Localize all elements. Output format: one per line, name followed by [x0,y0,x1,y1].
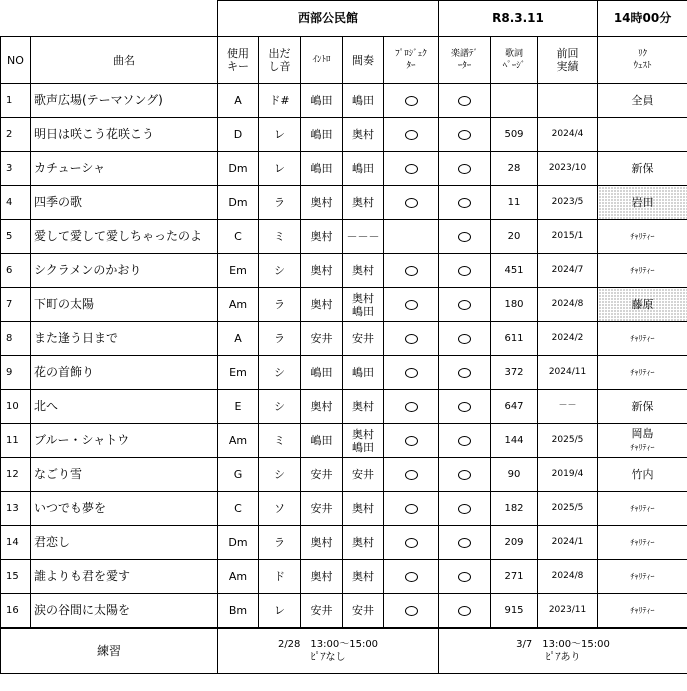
event-date: R8.3.11 [439,1,598,37]
interlude-name: 奥村 [352,128,374,141]
projector-mark [384,390,439,424]
circle-mark-icon [458,538,471,548]
col-intro: ｲﾝﾄﾛ [301,37,343,84]
row-no: 9 [1,356,31,390]
song-key: Em [218,254,259,288]
interlude-name: 奥村 [352,536,374,549]
song-key: D [218,118,259,152]
previous-date [538,84,598,118]
previous-date: 2024/7 [538,254,598,288]
song-key: E [218,390,259,424]
circle-mark-icon [458,198,471,208]
intro-player: 嶋田 [301,356,343,390]
circle-mark-icon [458,334,471,344]
song-title: 歌声広場(テーマソング) [31,84,218,118]
score-data-mark [439,322,491,356]
projector-mark [384,220,439,254]
interlude-player [343,220,384,254]
projector-mark [384,526,439,560]
request-name: 新保 [631,400,654,413]
song-key: Am [218,560,259,594]
row-no: 2 [1,118,31,152]
intro-player: 安井 [301,322,343,356]
col-score-data: 楽譜ﾃﾞ ｰﾀｰ [439,37,491,84]
table-row [1,526,687,560]
score-data-mark [439,424,491,458]
interlude-name: 奥村 [352,196,374,209]
row-no: 10 [1,390,31,424]
table-row [1,152,687,186]
previous-date: 2024/8 [538,560,598,594]
intro-player: 安井 [301,594,343,629]
circle-mark-icon [405,368,418,378]
start-note: ミ [259,424,301,458]
circle-mark-icon [405,470,418,480]
interlude-player [343,84,384,118]
circle-mark-icon [458,266,471,276]
circle-mark-icon [458,470,471,480]
interlude-player [343,322,384,356]
intro-player: 奥村 [301,288,343,322]
intro-player: 奥村 [301,560,343,594]
interlude-player [343,186,384,220]
table-row [1,220,687,254]
projector-mark [384,186,439,220]
request [598,526,687,560]
row-no: 12 [1,458,31,492]
score-data-mark [439,458,491,492]
circle-mark-icon [458,130,471,140]
circle-mark-icon [458,300,471,310]
start-note: シ [259,390,301,424]
interlude-name: 奥村 [352,400,374,413]
lyric-page: 144 [491,424,538,458]
circle-mark-icon [405,402,418,412]
song-key: Am [218,288,259,322]
song-title: 誰よりも君を愛す [31,560,218,594]
circle-mark-icon [405,572,418,582]
intro-player: 嶋田 [301,118,343,152]
interlude-name-2: 嶋田 [352,304,374,318]
start-note: シ [259,254,301,288]
projector-mark [384,356,439,390]
lyric-page: 20 [491,220,538,254]
song-key: A [218,84,259,118]
intro-player: 安井 [301,458,343,492]
interlude-name: －－－ [346,230,380,243]
song-title: ブルー・シャトウ [31,424,218,458]
request-name: ﾁｬﾘﾃｨｰ [630,232,655,241]
row-no: 16 [1,594,31,629]
lyric-page: 372 [491,356,538,390]
interlude-name: 安井 [352,332,374,345]
interlude-player [343,390,384,424]
song-key: C [218,492,259,526]
interlude-name: 奥村 [352,291,374,305]
col-start-note: 出だ し音 [259,37,301,84]
lyric-page: 11 [491,186,538,220]
request-name: 岩田 [631,196,654,209]
request-name: ﾁｬﾘﾃｨｰ [630,504,655,513]
request [598,288,687,322]
start-note: ド# [259,84,301,118]
lyric-page: 28 [491,152,538,186]
request-name: ﾁｬﾘﾃｨｰ [630,368,655,377]
table-row [1,288,687,322]
table-row [1,356,687,390]
request [598,424,687,458]
col-request: ﾘｸ ｳｪｽﾄ [598,37,687,84]
start-note: ラ [259,526,301,560]
interlude-name: 奥村 [352,427,374,441]
song-key: Em [218,356,259,390]
projector-mark [384,152,439,186]
intro-player: 嶋田 [301,84,343,118]
practice-2: 3/7 13:00～15:00 ﾋﾟｱあり [439,628,687,674]
song-title: 君恋し [31,526,218,560]
request [598,390,687,424]
previous-date: 2024/8 [538,288,598,322]
start-note: ソ [259,492,301,526]
lyric-page: 451 [491,254,538,288]
score-data-mark [439,560,491,594]
col-lyric-page: 歌詞 ﾍﾟｰｼﾞ [491,37,538,84]
song-title: 涙の谷間に太陽を [31,594,218,629]
score-data-mark [439,118,491,152]
table-row [1,118,687,152]
score-data-mark [439,594,491,629]
score-data-mark [439,526,491,560]
interlude-name: 嶋田 [352,366,374,379]
request-name: 竹内 [631,468,654,481]
request-name: ﾁｬﾘﾃｨｰ [630,334,655,343]
interlude-name: 安井 [352,468,374,481]
row-no: 1 [1,84,31,118]
song-title: 花の首飾り [31,356,218,390]
previous-date: －－ [538,390,598,424]
request [598,560,687,594]
circle-mark-icon [405,538,418,548]
interlude-player [343,594,384,629]
table-row [1,492,687,526]
circle-mark-icon [405,436,418,446]
interlude-player [343,152,384,186]
request-name: 全員 [631,94,654,107]
circle-mark-icon [405,164,418,174]
table-row [1,424,687,458]
interlude-name: 奥村 [352,570,374,583]
row-no: 13 [1,492,31,526]
circle-mark-icon [405,198,418,208]
request [598,492,687,526]
song-title: 四季の歌 [31,186,218,220]
previous-date: 2019/4 [538,458,598,492]
song-key: Am [218,424,259,458]
col-no: NO [1,37,31,84]
request-name: 新保 [631,162,654,175]
table-row [1,322,687,356]
song-title: また逢う日まで [31,322,218,356]
song-key: Dm [218,186,259,220]
song-title: 愛して愛して愛しちゃったのよ [31,220,218,254]
song-title: 下町の太陽 [31,288,218,322]
interlude-player [343,356,384,390]
projector-mark [384,492,439,526]
interlude-name: 嶋田 [352,94,374,107]
request [598,118,687,152]
start-note: レ [259,118,301,152]
score-data-mark [439,356,491,390]
score-data-mark [439,492,491,526]
practice-label: 練習 [1,628,218,674]
lyric-page: 209 [491,526,538,560]
circle-mark-icon [458,436,471,446]
song-title: シクラメンのかおり [31,254,218,288]
score-data-mark [439,152,491,186]
table-row [1,186,687,220]
table-row [1,594,687,629]
projector-mark [384,424,439,458]
intro-player: 奥村 [301,526,343,560]
intro-player: 安井 [301,492,343,526]
col-interlude: 間奏 [343,37,384,84]
interlude-name: 安井 [352,604,374,617]
song-key: C [218,220,259,254]
circle-mark-icon [405,300,418,310]
table-row [1,560,687,594]
interlude-player [343,424,384,458]
song-key: A [218,322,259,356]
start-note: ド [259,560,301,594]
circle-mark-icon [405,606,418,616]
start-note: シ [259,356,301,390]
intro-player: 奥村 [301,390,343,424]
circle-mark-icon [405,96,418,106]
projector-mark [384,118,439,152]
circle-mark-icon [405,504,418,514]
song-title: カチューシャ [31,152,218,186]
venue: 西部公民館 [218,1,439,37]
request [598,220,687,254]
previous-date: 2024/4 [538,118,598,152]
practice-row [1,628,687,674]
request [598,322,687,356]
row-no: 3 [1,152,31,186]
interlude-player [343,560,384,594]
column-header-row [1,37,687,84]
lyric-page: 611 [491,322,538,356]
circle-mark-icon [405,334,418,344]
request-name: ﾁｬﾘﾃｨｰ [630,606,655,615]
start-note: シ [259,458,301,492]
lyric-page: 915 [491,594,538,629]
intro-player: 奥村 [301,254,343,288]
circle-mark-icon [458,368,471,378]
previous-date: 2025/5 [538,424,598,458]
intro-player: 奥村 [301,220,343,254]
practice-1: 2/28 13:00～15:00 ﾋﾟｱなし [218,628,439,674]
lyric-page: 647 [491,390,538,424]
score-data-mark [439,390,491,424]
col-previous: 前回 実績 [538,37,598,84]
interlude-player [343,526,384,560]
projector-mark [384,458,439,492]
request-name: ﾁｬﾘﾃｨｰ [630,266,655,275]
circle-mark-icon [458,504,471,514]
col-key: 使用 キー [218,37,259,84]
start-note: ラ [259,288,301,322]
score-data-mark [439,254,491,288]
request [598,152,687,186]
table-row [1,390,687,424]
song-title: 北へ [31,390,218,424]
request-name-2: ﾁｬﾘﾃｨｰ [630,443,655,452]
song-key: Dm [218,152,259,186]
lyric-page: 509 [491,118,538,152]
interlude-player [343,492,384,526]
projector-mark [384,560,439,594]
event-time: 14時00分 [598,1,687,37]
intro-player: 嶋田 [301,152,343,186]
score-data-mark [439,220,491,254]
projector-mark [384,594,439,629]
projector-mark [384,84,439,118]
header-row [1,1,687,37]
request [598,356,687,390]
row-no: 6 [1,254,31,288]
song-title: なごり雪 [31,458,218,492]
score-data-mark [439,84,491,118]
start-note: ラ [259,186,301,220]
previous-date: 2015/1 [538,220,598,254]
col-title: 曲名 [31,37,218,84]
score-data-mark [439,288,491,322]
song-key: G [218,458,259,492]
request-name: 藤原 [631,298,654,311]
previous-date: 2024/2 [538,322,598,356]
row-no: 15 [1,560,31,594]
lyric-page: 182 [491,492,538,526]
request [598,254,687,288]
interlude-player [343,254,384,288]
interlude-name: 嶋田 [352,162,374,175]
song-key: Bm [218,594,259,629]
row-no: 14 [1,526,31,560]
previous-date: 2025/5 [538,492,598,526]
projector-mark [384,288,439,322]
projector-mark [384,322,439,356]
row-no: 5 [1,220,31,254]
start-note: ミ [259,220,301,254]
table-row [1,458,687,492]
previous-date: 2023/11 [538,594,598,629]
previous-date: 2024/11 [538,356,598,390]
request [598,458,687,492]
circle-mark-icon [458,572,471,582]
circle-mark-icon [458,164,471,174]
circle-mark-icon [458,96,471,106]
row-no: 8 [1,322,31,356]
circle-mark-icon [458,232,471,242]
request-name: ﾁｬﾘﾃｨｰ [630,538,655,547]
circle-mark-icon [405,266,418,276]
lyric-page: 90 [491,458,538,492]
interlude-player [343,458,384,492]
intro-player: 嶋田 [301,424,343,458]
lyric-page: 271 [491,560,538,594]
table-row [1,84,687,118]
circle-mark-icon [458,606,471,616]
row-no: 7 [1,288,31,322]
interlude-name: 奥村 [352,502,374,515]
interlude-player [343,288,384,322]
row-no: 11 [1,424,31,458]
interlude-name: 奥村 [352,264,374,277]
lyric-page: 180 [491,288,538,322]
row-no: 4 [1,186,31,220]
request [598,186,687,220]
request-name: 岡島 [631,427,654,440]
table-row [1,254,687,288]
circle-mark-icon [405,130,418,140]
song-key: Dm [218,526,259,560]
song-title: いつでも夢を [31,492,218,526]
previous-date: 2023/5 [538,186,598,220]
request [598,594,687,629]
interlude-player [343,118,384,152]
lyric-page [491,84,538,118]
previous-date: 2024/1 [538,526,598,560]
start-note: レ [259,594,301,629]
previous-date: 2023/10 [538,152,598,186]
score-data-mark [439,186,491,220]
projector-mark [384,254,439,288]
start-note: レ [259,152,301,186]
circle-mark-icon [458,402,471,412]
interlude-name-2: 嶋田 [352,440,374,454]
intro-player: 奥村 [301,186,343,220]
request [598,84,687,118]
song-title: 明日は咲こう花咲こう [31,118,218,152]
col-projector: ﾌﾟﾛｼﾞｪｸ ﾀｰ [384,37,439,84]
start-note: ラ [259,322,301,356]
request-name: ﾁｬﾘﾃｨｰ [630,572,655,581]
